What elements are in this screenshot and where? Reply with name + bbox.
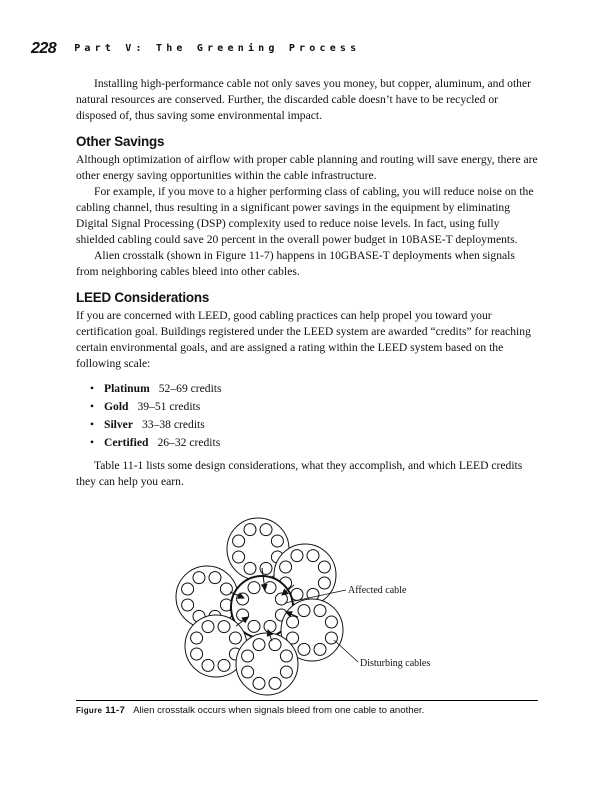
crosstalk-arrows bbox=[230, 568, 298, 641]
disturbing-cable bbox=[176, 566, 238, 628]
bullet-glyph: • bbox=[90, 436, 95, 449]
caption-divider bbox=[76, 700, 538, 701]
list-item bbox=[90, 416, 538, 434]
list-item bbox=[90, 398, 538, 416]
conductor-wire bbox=[182, 599, 194, 611]
conductor-wire bbox=[193, 572, 205, 584]
conductor-wire bbox=[244, 524, 256, 536]
conductor-wire bbox=[202, 659, 214, 671]
running-head-title: Part V: The Greening Process bbox=[74, 43, 361, 54]
leed-level: Gold bbox=[104, 400, 129, 413]
conductor-wire bbox=[318, 577, 330, 589]
figure-word: Figure bbox=[76, 706, 103, 715]
conductor-wire bbox=[191, 648, 203, 660]
affected-cable-label: Affected cable bbox=[348, 585, 407, 596]
leed-credits: 26–32 credits bbox=[157, 436, 221, 449]
conductor-wire bbox=[280, 561, 292, 573]
conductor-wire bbox=[220, 583, 232, 595]
list-item bbox=[90, 434, 538, 452]
conductor-wire bbox=[275, 593, 287, 605]
conductor-wire bbox=[287, 632, 299, 644]
conductor-wire bbox=[193, 610, 205, 622]
leed-level: Certified bbox=[104, 436, 149, 449]
conductor-wire bbox=[209, 610, 221, 622]
heading-other-savings: Other Savings bbox=[76, 134, 165, 149]
leed-credits: 33–38 credits bbox=[141, 418, 205, 431]
conductor-wire bbox=[287, 616, 299, 628]
conductor-wire bbox=[242, 666, 254, 678]
bullet-glyph: • bbox=[90, 418, 95, 431]
conductor-wire bbox=[218, 659, 230, 671]
leed-credits: 39–51 credits bbox=[137, 400, 201, 413]
disturbing-cable bbox=[236, 633, 298, 695]
list-item bbox=[90, 380, 538, 398]
conductor-wire bbox=[271, 535, 283, 547]
conductor-wire bbox=[280, 666, 292, 678]
intro-paragraph: Installing high-performance cable not only saves you money, but copper, aluminum, and other natural resources are conserved. Further, the discarded cable doesn’t have to be recycled or disposed of, thus saving some environmental impact. bbox=[76, 77, 531, 122]
other-savings-paragraph-2: For example, if you move to a higher performing class of cabling, you will reduce noise on the cabling channel, thus resulting in a significant power savings in the equipment by eliminating Digital Signal Processing (DSP) complexity used to reduce noise levels. In fact, using fully shielded cabling could save 20 percent in the overall power budget in 10BASE-T deployments. bbox=[76, 185, 534, 246]
bullet-glyph: • bbox=[90, 400, 95, 413]
conductor-wire bbox=[220, 599, 232, 611]
running-header bbox=[31, 40, 360, 60]
conductor-wire bbox=[314, 643, 326, 655]
other-savings-paragraph-3: Alien crosstalk (shown in Figure 11-7) happens in 10GBASE-T deployments when signals from neighboring cables bleed into other cables. bbox=[76, 249, 515, 278]
affected-cable bbox=[231, 576, 293, 638]
conductor-wire bbox=[233, 551, 245, 563]
conductor-wire bbox=[298, 643, 310, 655]
page-number: 228 bbox=[31, 40, 57, 57]
leed-paragraph-2: Table 11-1 lists some design considerations, what they accomplish, and which LEED credits they can help you earn. bbox=[76, 459, 523, 488]
cable-bundle bbox=[176, 518, 343, 695]
figure-caption bbox=[76, 705, 424, 716]
conductor-wire bbox=[191, 632, 203, 644]
conductor-wire bbox=[218, 621, 230, 633]
callout-lines bbox=[285, 590, 358, 662]
conductor-wire bbox=[260, 524, 272, 536]
figure-label bbox=[76, 705, 125, 716]
conductor-wire bbox=[209, 572, 221, 584]
conductor-wire bbox=[291, 588, 303, 600]
figure-number: 11-7 bbox=[105, 705, 126, 716]
leed-level: Silver bbox=[104, 418, 133, 431]
other-savings-paragraph-1: Although optimization of airflow with proper cable planning and routing will save energy, there are other energy saving opportunities within the cable infrastructure. bbox=[76, 153, 538, 182]
bullet-glyph: • bbox=[90, 382, 95, 395]
disturbing-cable bbox=[274, 544, 336, 606]
conductor-wire bbox=[182, 583, 194, 595]
conductor-wire bbox=[248, 582, 260, 594]
conductor-wire bbox=[244, 562, 256, 574]
conductor-wire bbox=[248, 620, 260, 632]
leed-paragraph-1: If you are concerned with LEED, good cabling practices can help propel you toward your certification goal. Buildings registered under the LEED system are awarded “credits” for reaching certain environmental goals, and are assigned a rating within the LEED system based on the following scale: bbox=[76, 309, 531, 370]
conductor-wire bbox=[298, 605, 310, 617]
disturbing-cables-label: Disturbing cables bbox=[360, 658, 431, 669]
disturbing-cable bbox=[227, 518, 289, 580]
conductor-wire bbox=[242, 650, 254, 662]
conductor-wire bbox=[291, 550, 303, 562]
conductor-wire bbox=[233, 535, 245, 547]
conductor-wire bbox=[307, 588, 319, 600]
heading-leed: LEED Considerations bbox=[76, 290, 210, 305]
conductor-wire bbox=[264, 620, 276, 632]
conductor-wire bbox=[280, 577, 292, 589]
page-body bbox=[76, 76, 538, 490]
conductor-wire bbox=[237, 609, 249, 621]
conductor-wire bbox=[260, 562, 272, 574]
conductor-wire bbox=[269, 639, 281, 651]
leed-credits: 52–69 credits bbox=[158, 382, 222, 395]
conductor-wire bbox=[237, 593, 249, 605]
conductor-wire bbox=[325, 616, 337, 628]
conductor-wire bbox=[271, 551, 283, 563]
conductor-wire bbox=[318, 561, 330, 573]
leed-level: Platinum bbox=[104, 382, 150, 395]
conductor-wire bbox=[325, 632, 337, 644]
conductor-wire bbox=[314, 605, 326, 617]
conductor-wire bbox=[229, 648, 241, 660]
conductor-wire bbox=[253, 639, 265, 651]
conductor-wire bbox=[253, 677, 265, 689]
leed-scale-list bbox=[76, 380, 538, 452]
conductor-wire bbox=[264, 582, 276, 594]
conductor-wire bbox=[202, 621, 214, 633]
disturbing-cable bbox=[281, 599, 343, 661]
conductor-wire bbox=[280, 650, 292, 662]
conductor-wire bbox=[269, 677, 281, 689]
conductor-wire bbox=[229, 632, 241, 644]
conductor-wire bbox=[275, 609, 287, 621]
caption-text: Alien crosstalk occurs when signals bleed from one cable to another. bbox=[133, 705, 425, 716]
disturbing-cable bbox=[185, 615, 247, 677]
conductor-wire bbox=[307, 550, 319, 562]
